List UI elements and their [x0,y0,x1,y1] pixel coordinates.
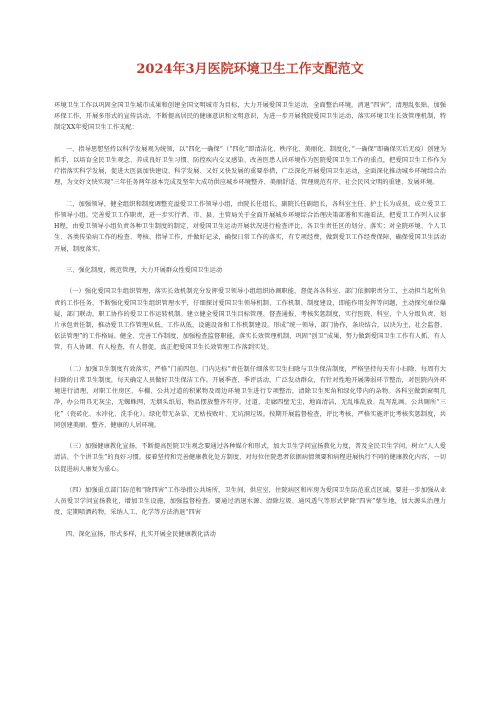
intro-paragraph: 环境卫生工作以巩固全国卫生城市成果和创建全国文明城市为目标，大力开展爱国卫生运动，全面整治环境，消退“四害”，清理乱张贴，加强环保工作，开展多形式的宣传活动，不断提高居民的健康意识和文明意识，为进一步开展我院爱国卫生运动，落实环境卫生长效管理机制，特制定XX年爱国卫生工作支配： [54,102,446,132]
guiding-ideology-paragraph: 一、指导思想坚持以科学发展观为统领，以“四化一确保”（“四化”即清洁化、秩序化、美丽化、制度化，”一确保”即确保实后无疫）创建为抓手，以培育全民卫生观念、养成良好卫生习惯、防控疾内交叉感染、改善医患人居环境作为医院爱国卫生工作的重点，把爱国卫生工作作为疗指落实科学发展，促进大医县加快建设、科学发展、又好又快发展的重要举措，广泛深化开展爱国卫生运动，全面深化推动城乡环境综合治理，为文好文快实现“三年任务两年基本完成及坚年大成功供应城乡环境整齐、美丽舒适、管理规范有序、社会民风文明的重建、发展环境。 [54,145,446,187]
leadership-paragraph: 二、加强领导，健全组织和制度调整充溢爱卫工作领导小组，由院长任组长，副院长任副组长，各科室主任、护士长为成员，成立爱卫工作领导小组。完善爱卫工作职责，进一步实行者、市、县、主管局关于全面开展城乡环境综合治理决策部署和实施看法，把爱卫工作列入议事H程，由爱卫领导小组负责各种卫生制度的制定，对爱国卫生运动开展状况进行检查评比，各卫生责任区的划分、落实；对全院环境、个人卫生、各类传染病工作的检查、考核、指导工作，并做好记录，确保日常工作的落实，有专项经费，做到爱卫工作经费保障，确保爱国卫生活动开展，制度落实。 [54,200,446,253]
document-title: 2024年3月医院环境卫生工作支配范文 [136,62,364,77]
pest-control-paragraph: （四）加强重点部门防范和“除四害”工作举措公共场所，卫生间，供应室，住院病区和库房为爱国卫生防范重点区域。要进一步加强从业人员爱卫学问宣扬教化，增加卫生设施，加强监督检查。要通过消退水源、清除垃圾、通风透气等形式铲除“四害”孳生地，加大源头治理力度，定期喷洒药物，采纳人工、化学等方法消退“四害 [54,487,446,517]
section-heading-3: 三、强化制度，规范管理，大力开展群众性爱国卫生运动 [65,267,223,274]
section-heading-4: 四、深化宣扬，形式多样，扎实开展全民健康教化活动 [65,530,216,538]
health-education-paragraph: （三）加强健康教化宣扬，不断提高医院卫生观念要通过各种媒介和形式，加大卫生学问宣扬教化力度，普及全民卫生学问，树立“人人爱清洁、个个讲卫生”的良好习惯。接着坚持和完善健康教化处方制度，对每位住院患者依据病情须要和病程进展执行不同的健康教化内容，一切以促进病人康复为重心。 [54,443,446,473]
org-management-paragraph: （一）强化爱国卫生组织管理，落实长效机制充分发挥爱卫领导小组组织协调职能，督促各各科室、部门依据职责分工，主动担当起所负责的工作任务，不断强化爱国卫生组织管理水平，仔细探讨爱国卫生领导机制、工作机制、制度建设，即能作用发挥等问题，主动探究单位爆疑，部门联动，职工协作的爱卫工作运转机制。建立健全爱国卫生目标管理、督查通报、考核奖惩制度，实行医院、科室、个人分级负责、划片承包责任制，推动爱卫工作管理从低、工作从低，设施设备和工作机制建设。形成“统一领导，部门协作，条块结合，以块为主，社会监督、依法管理”的工作格局。健全、完善工作制度，加强检查监督职能，落实长效管理机制，巩固“创卫”成果，努力做到爱国卫生工作有人抓、有人管、有人协调、有人检查，有人督促，真正把爱国卫生长效管理工作落到实处。 [54,288,446,352]
hygiene-system-paragraph: （二）加强卫生制度有效落实，严格“门前四包、门内达标”责任制仔细落实卫生扫除与卫生保洁制度，严格坚持每天有小扫除、每周有大扫除的日常卫生制度，每天确定人员做好卫生保洁工作。开展季查、季评活动，广泛发动群众，有针对性地开展薄弱环节整治，对医院内外环境进行清理，对职工住房区、车棚、公共过道的积累物及周边环境卫生进行专项整治，清除卫生死角和绿化带内的杂物。各科室做到窗明几净，办公用具无灰尘，无蜘蛛网，无烟头纸屑，物品摆放整齐有序。过道、走廊四壁无尘，地面清洁，无乱堆乱放、乱写乱画。公共厕所“三化”（瓷砖化、水冲化、洗手化）。绿化带无杂草、无枯枝败叶、无坑洞垃圾。按期开展监督检查，评比考核，严格实施评比考核奖惩制度，共同创建美丽、整齐、健康的人居环境。 [54,365,446,429]
